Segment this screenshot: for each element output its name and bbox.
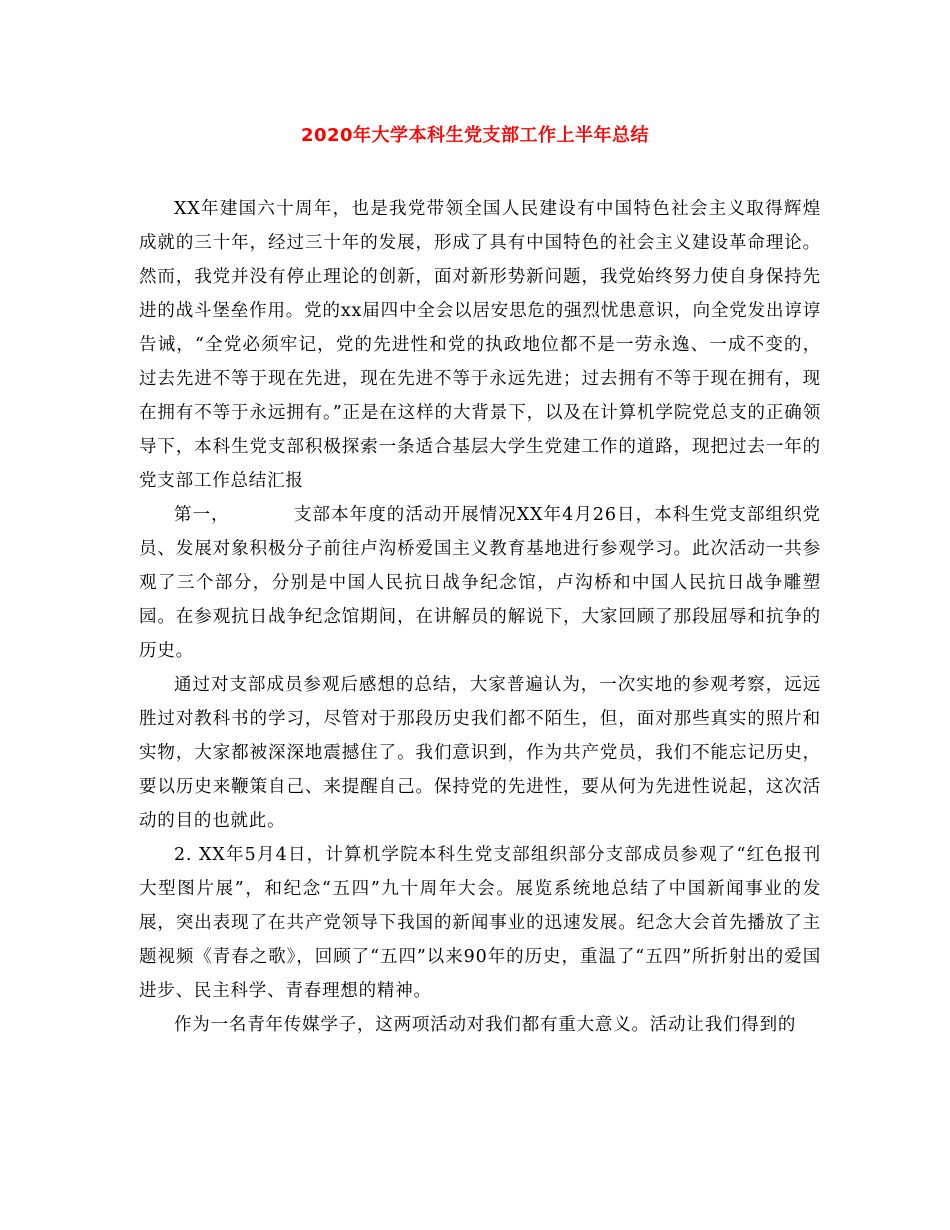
paragraph-intro: XX年建国六十周年，也是我党带领全国人民建设有中国特色社会主义取得辉煌成就的三十年，经过三十年的发展，形成了具有中国特色的社会主义建设革命理论。然而，我党并没有停止理论的创新，面对新形势新问题，我党始终努力使自身保持先进的战斗堡垒作用。党的xx届四中全会以居安思危的强烈忧患意识，向全党发出谆谆告诫，“全党必须牢记，党的先进性和党的执政地位都不是一劳永逸、一成不变的，过去先进不等于现在先进，现在先进不等于永远先进；过去拥有不等于现在拥有，现在拥有不等于永远拥有。”正是在这样的大背景下，以及在计算机学院党总支的正确领导下，本科生党支部积极探索一条适合基层大学生党建工作的道路，现把过去一年的党支部工作总结汇报 (139, 199, 821, 491)
paragraph-first-activity-text: 支部本年度的活动开展情况XX年4月26日，本科生党支部组织党员、发展对象积极分子前往卢沟桥爱国主义教育基地进行参观学习。此次活动一共参观了三个部分，分别是中国人民抗日战争纪念馆，卢沟桥和中国人民抗日战争雕塑园。在参观抗日战争纪念馆期间，在讲解员的解说下，大家回顾了那段屈辱和抗争的历史。 (139, 505, 821, 661)
paragraph-first-activity-prefix: 第一， (174, 505, 230, 525)
paragraph-reflection: 通过对支部成员参观后感想的总结，大家普遍认为，一次实地的参观考察，远远胜过对教科书的学习，尽管对于那段历史我们都不陌生，但，面对那些真实的照片和实物，大家都被深深地震撼住了。我们意识到，作为共产党员，我们不能忘记历史，要以历史来鞭策自己、来提醒自己。保持党的先进性，要从何为先进性说起，这次活动的目的也就此。 (139, 675, 821, 831)
paragraph-second-activity: 2. XX年5月4日，计算机学院本科生党支部组织部分支部成员参观了“红色报刊大型图片展”，和纪念“五四”九十周年大会。展览系统地总结了中国新闻事业的发展，突出表现了在共产党领导下我国的新闻事业的迅速发展。纪念大会首先播放了主题视频《青春之歌》，回顾了“五四”以来90年的历史，重温了“五四”所折射出的爱国进步、民主科学、青春理想的精神。 (139, 845, 821, 1001)
document-body (139, 192, 821, 1042)
document-title: 2020年大学本科生党支部工作上半年总结 (300, 125, 650, 146)
paragraph-significance: 作为一名青年传媒学子，这两项活动对我们都有重大意义。活动让我们得到的 (174, 1015, 797, 1035)
paragraph-first-activity (139, 498, 821, 668)
